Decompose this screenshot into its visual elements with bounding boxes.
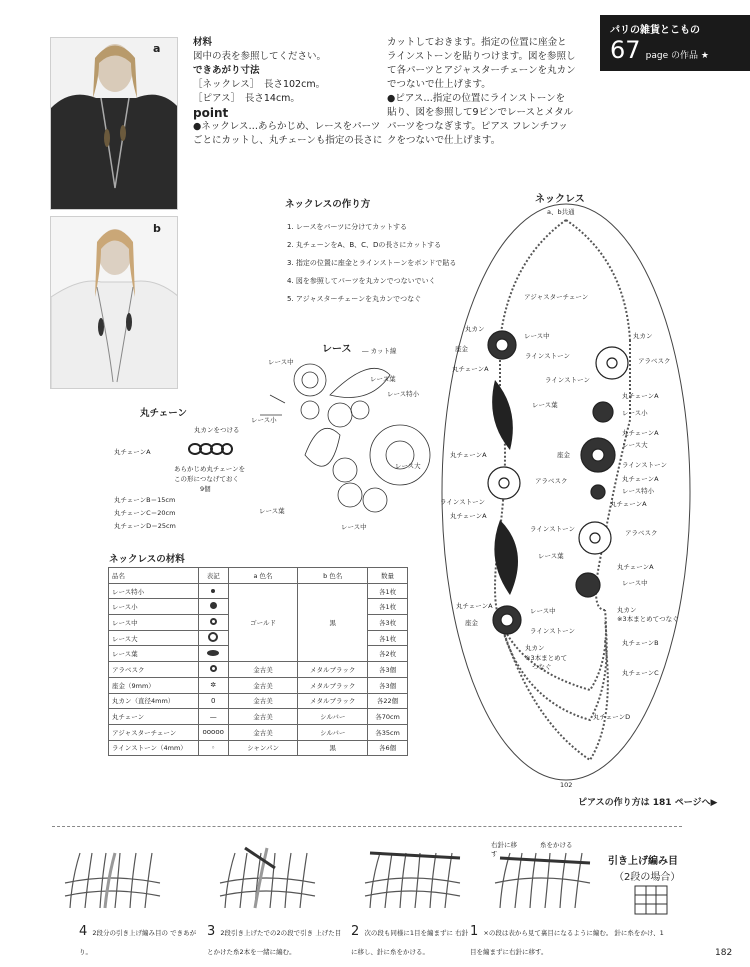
row-b: メタルブラック <box>298 677 368 693</box>
necklace-right-label: 座金 <box>557 451 570 459</box>
necklace-subtitle: a、b共通 <box>547 208 575 216</box>
lace-label: レース葉 <box>370 375 396 383</box>
row-qty: 各2枚 <box>368 646 408 662</box>
row-a: 金古美 <box>228 662 298 678</box>
step-number: 3 <box>207 924 216 939</box>
necklace-title: ネックレス <box>535 194 585 205</box>
stitch-title-2: （2段の場合） <box>614 872 681 883</box>
table-row <box>109 740 408 756</box>
chain-length: ＝20cm <box>150 509 176 517</box>
adjuster-chain-icon: ooooo <box>202 728 224 737</box>
lace-title: レース <box>322 344 352 355</box>
col2-line-6: 貼り、図を参照して9ピンでレースとメタル <box>387 107 574 118</box>
row-qty: 各3個 <box>368 677 408 693</box>
necklace-right-label: 丸チェーンA <box>610 500 647 508</box>
page-number: 182 <box>715 948 733 958</box>
row-name: レース葉 <box>109 646 199 662</box>
publication-suffix: page の作品 ★ <box>645 51 709 61</box>
table-row <box>109 693 408 709</box>
chain-name: 丸チェーンC <box>114 509 151 517</box>
materials-table-title: ネックレスの材料 <box>109 554 185 565</box>
stitch-chart-icon <box>634 885 668 915</box>
row-b: シルバー <box>298 724 368 740</box>
necklace-right-label: 丸チェーンD <box>593 713 631 721</box>
step-item: 2. 丸チェーンをA、B、C、Dの長さにカットする <box>287 241 442 249</box>
lace-label: レース葉 <box>259 507 285 515</box>
row-qty: 各1枚 <box>368 599 408 615</box>
table-row <box>109 709 408 725</box>
section-divider <box>52 826 682 827</box>
necklace-left-label: ※3本まとめて <box>525 654 568 662</box>
necklace-right-label: 丸チェーンA <box>622 429 659 437</box>
necklace-left-label: 座金 <box>455 345 468 353</box>
row-a: 金古美 <box>228 677 298 693</box>
steps-title: ネックレスの作り方 <box>285 199 371 210</box>
necklace-right-label: 丸チェーンA <box>622 475 659 483</box>
chain-length-c <box>114 508 175 517</box>
knit-illustration-4 <box>60 838 175 913</box>
prep-note-2: この形につなげておく <box>174 475 239 483</box>
necklace-right-label: ※3本まとめてつなぐ <box>617 615 679 623</box>
materials-text: 図中の表を参照してください。 <box>193 51 327 62</box>
necklace-left-label: 丸カン <box>465 325 485 333</box>
row-name: レース中 <box>109 615 199 631</box>
row-name: 丸チェーン <box>109 709 199 725</box>
model-photo-a <box>51 38 178 210</box>
lace-leaf-icon <box>207 650 219 656</box>
necklace-left-label: レース葉 <box>532 401 558 409</box>
prep-note-3: 9個 <box>200 485 211 493</box>
chain-length-b <box>114 495 175 504</box>
row-a: 金古美 <box>228 709 298 725</box>
necklace-right-label: レース小 <box>622 409 648 417</box>
col2-line-4: でつないで仕上げます。 <box>387 79 491 90</box>
knit-step <box>79 920 199 958</box>
necklace-right-label: 丸カン <box>633 332 653 340</box>
row-name: レース小 <box>109 599 199 615</box>
table-row <box>109 662 408 678</box>
header-cell: a 色名 <box>228 568 298 584</box>
necklace-left-label: 丸チェーンA <box>456 602 493 610</box>
lace-label: レース中 <box>341 523 367 531</box>
row-name: アジャスターチェーン <box>109 724 199 740</box>
publication-title: パリの雑貨とこもの <box>610 25 700 36</box>
lace-xs-icon <box>211 589 215 593</box>
row-qty: 各3枚 <box>368 615 408 631</box>
table-row <box>109 724 408 740</box>
necklace-right-label: レース特小 <box>622 487 655 495</box>
step-text: 2段引き上げたでの2の段で引き 上げた目とかけた糸2本を一緒に編む。 <box>207 929 342 956</box>
chain-length-d <box>114 521 176 530</box>
necklace-left-label: ラインストーン <box>440 498 485 506</box>
row-a: 金古美 <box>228 724 298 740</box>
col2-line-7: パーツをつなぎます。ピアス フレンチフッ <box>387 121 568 132</box>
lace-color-a: ゴールド <box>228 583 298 661</box>
chain-icon: — <box>209 712 217 721</box>
necklace-left-label: レース中 <box>530 607 556 615</box>
materials-heading: 材料 <box>193 37 213 48</box>
lace-label: レース特小 <box>387 390 420 398</box>
col2-line-2: ラインストーンを貼りつけます。図を参照し <box>387 51 576 62</box>
row-qty: 各1枚 <box>368 630 408 646</box>
yarn-over-label: 糸をかける <box>540 841 573 849</box>
pierce-reference[interactable]: ピアスの作り方は 181 ページへ▶ <box>578 798 718 808</box>
setting-icon: ✲ <box>210 681 217 690</box>
header-cell: 品名 <box>109 568 199 584</box>
lace-large-icon <box>208 632 218 642</box>
necklace-right-label: アラベスク <box>638 357 671 365</box>
arabesque-icon <box>210 665 217 672</box>
row-name: ラインストーン（4mm） <box>109 740 199 756</box>
necklace-right-label: 丸チェーンA <box>617 563 654 571</box>
table-header-row <box>109 568 408 584</box>
necklace-right-label: 丸カン <box>617 606 637 614</box>
necklace-left-label: レース葉 <box>538 552 564 560</box>
right-needle-label: 右針に移す <box>491 841 517 858</box>
header-cell: 数量 <box>368 568 408 584</box>
necklace-left-label: 丸チェーンA <box>450 451 487 459</box>
photo-b <box>50 216 178 389</box>
necklace-left-label: 座金 <box>465 619 478 627</box>
step-item: 3. 指定の位置に座金とラインストーンをボンドで貼る <box>287 259 457 267</box>
lace-label: レース小 <box>251 416 277 424</box>
header-cell: 表記 <box>198 568 228 584</box>
intro-column-1 <box>193 36 383 148</box>
necklace-left-label: レース中 <box>524 332 550 340</box>
necklace-right-label: レース中 <box>622 579 648 587</box>
publication-page-number: 67 <box>610 36 641 64</box>
knit-illustration-2 <box>360 838 475 913</box>
point-line-1: ●ネックレス…あらかじめ、レースをパーツ <box>193 121 381 132</box>
chain-name: 丸チェーンD <box>114 522 152 530</box>
necklace-right-label: 丸チェーンC <box>622 669 659 677</box>
rhinestone-icon: ◦ <box>211 743 216 752</box>
photo-b-label: b <box>153 222 161 235</box>
prep-note-1: あらかじめ丸チェーンを <box>174 465 246 473</box>
point-heading: point <box>193 106 229 120</box>
necklace-right-label: ラインストーン <box>545 376 590 384</box>
row-qty: 各3個 <box>368 662 408 678</box>
stitch-title-1: 引き上げ編み目 <box>608 856 678 867</box>
lace-color-b: 黒 <box>298 583 368 661</box>
necklace-right-label: 丸チェーンB <box>622 639 659 647</box>
necklace-left-label: 丸チェーンA <box>450 512 487 520</box>
row-a: 金古美 <box>228 693 298 709</box>
lace-medium-icon <box>210 618 217 625</box>
step-text: 次の段も同様に1目を編まずに 右針に移し、針に糸をかける。 <box>351 929 469 956</box>
table-row <box>109 677 408 693</box>
row-b: 黒 <box>298 740 368 756</box>
necklace-left-label: ラインストーン <box>530 525 575 533</box>
photo-a-label: a <box>153 42 161 55</box>
header-cell: b 色名 <box>298 568 368 584</box>
necklace-right-label: レース大 <box>622 441 648 449</box>
chain-a-label: 丸チェーンA <box>114 448 151 456</box>
row-name: アラベスク <box>109 662 199 678</box>
jump-ring-icon: 0 <box>210 696 216 705</box>
col2-line-1: カットしておきます。指定の位置に座金と <box>387 37 567 48</box>
step-number: 4 <box>79 924 88 939</box>
table-row <box>109 583 408 599</box>
row-qty: 各1枚 <box>368 583 408 599</box>
necklace-length: 102 <box>560 781 573 789</box>
row-name: レース大 <box>109 630 199 646</box>
necklace-left-label: つなぐ <box>532 663 552 671</box>
row-qty: 各22個 <box>368 693 408 709</box>
necklace-right-label: 丸チェーンA <box>622 392 659 400</box>
lace-cut-line: ― カット線 <box>362 347 397 355</box>
chain-a-icon <box>186 440 234 458</box>
row-qty: 各35cm <box>368 724 408 740</box>
chain-name: 丸チェーンB <box>114 496 151 504</box>
adjuster-label: アジャスターチェーン <box>524 293 589 301</box>
knit-step <box>470 920 670 958</box>
step-number: 2 <box>351 924 360 939</box>
chain-length: ＝25cm <box>151 522 176 530</box>
necklace-right-label: アラベスク <box>625 529 658 537</box>
row-b: シルバー <box>298 709 368 725</box>
ring-note: 丸カンをつける <box>194 426 240 434</box>
step-item: 4. 図を参照してパーツを丸カンでつないでいく <box>287 277 436 285</box>
knit-step <box>207 920 347 958</box>
step-text: 2段分の引き上げ編み目の できあがり。 <box>79 929 197 956</box>
row-b: メタルブラック <box>298 662 368 678</box>
materials-table <box>108 567 408 756</box>
row-name: 丸カン（直径4mm） <box>109 693 199 709</box>
row-a: シャンパン <box>228 740 298 756</box>
step-text: ×の段は表から見て裏目になるように編む。 針に糸をかけ、1目を編まずに右針に移す。 <box>470 929 664 956</box>
col2-line-8: クをつないで仕上げます。 <box>387 135 501 146</box>
chain-title: 丸チェーン <box>140 408 188 419</box>
step-number: 1 <box>470 924 479 939</box>
necklace-left-label: ラインストーン <box>530 627 575 635</box>
lace-small-icon <box>210 602 217 609</box>
row-qty: 各70cm <box>368 709 408 725</box>
necklace-left-label: 丸チェーンA <box>452 365 489 373</box>
publication-box <box>600 15 750 71</box>
row-name: 座金（9mm） <box>109 677 199 693</box>
model-photo-b <box>51 217 178 389</box>
row-b: メタルブラック <box>298 693 368 709</box>
col2-line-5: ●ピアス…指定の位置にラインストーンを <box>387 93 566 104</box>
necklace-left-label: ラインストーン <box>525 352 570 360</box>
necklace-left-label: 丸カン <box>525 644 545 652</box>
intro-column-2 <box>387 36 587 148</box>
knit-illustration-3 <box>215 838 330 913</box>
size-pierce: ［ピアス］ 長さ14cm。 <box>193 93 300 104</box>
point-line-2: ごとにカットし、丸チェーンも指定の長さに <box>193 135 383 146</box>
lace-label: レース大 <box>395 462 421 470</box>
size-necklace: ［ネックレス］ 長さ102cm。 <box>193 79 326 90</box>
step-item: 1. レースをパーツに分けてカットする <box>287 223 407 231</box>
row-qty: 各6個 <box>368 740 408 756</box>
photo-a <box>50 37 178 210</box>
chain-length: ＝15cm <box>150 496 176 504</box>
lace-label: レース中 <box>268 358 294 366</box>
necklace-right-label: ラインストーン <box>622 461 667 469</box>
step-item: 5. アジャスターチェーンを丸カンでつなぐ <box>287 295 422 303</box>
necklace-left-label: アラベスク <box>535 477 568 485</box>
size-heading: できあがり寸法 <box>193 65 260 76</box>
knit-step <box>351 920 471 958</box>
row-name: レース特小 <box>109 583 199 599</box>
col2-line-3: て各パーツとアジャスターチェーンを丸カン <box>387 65 576 76</box>
